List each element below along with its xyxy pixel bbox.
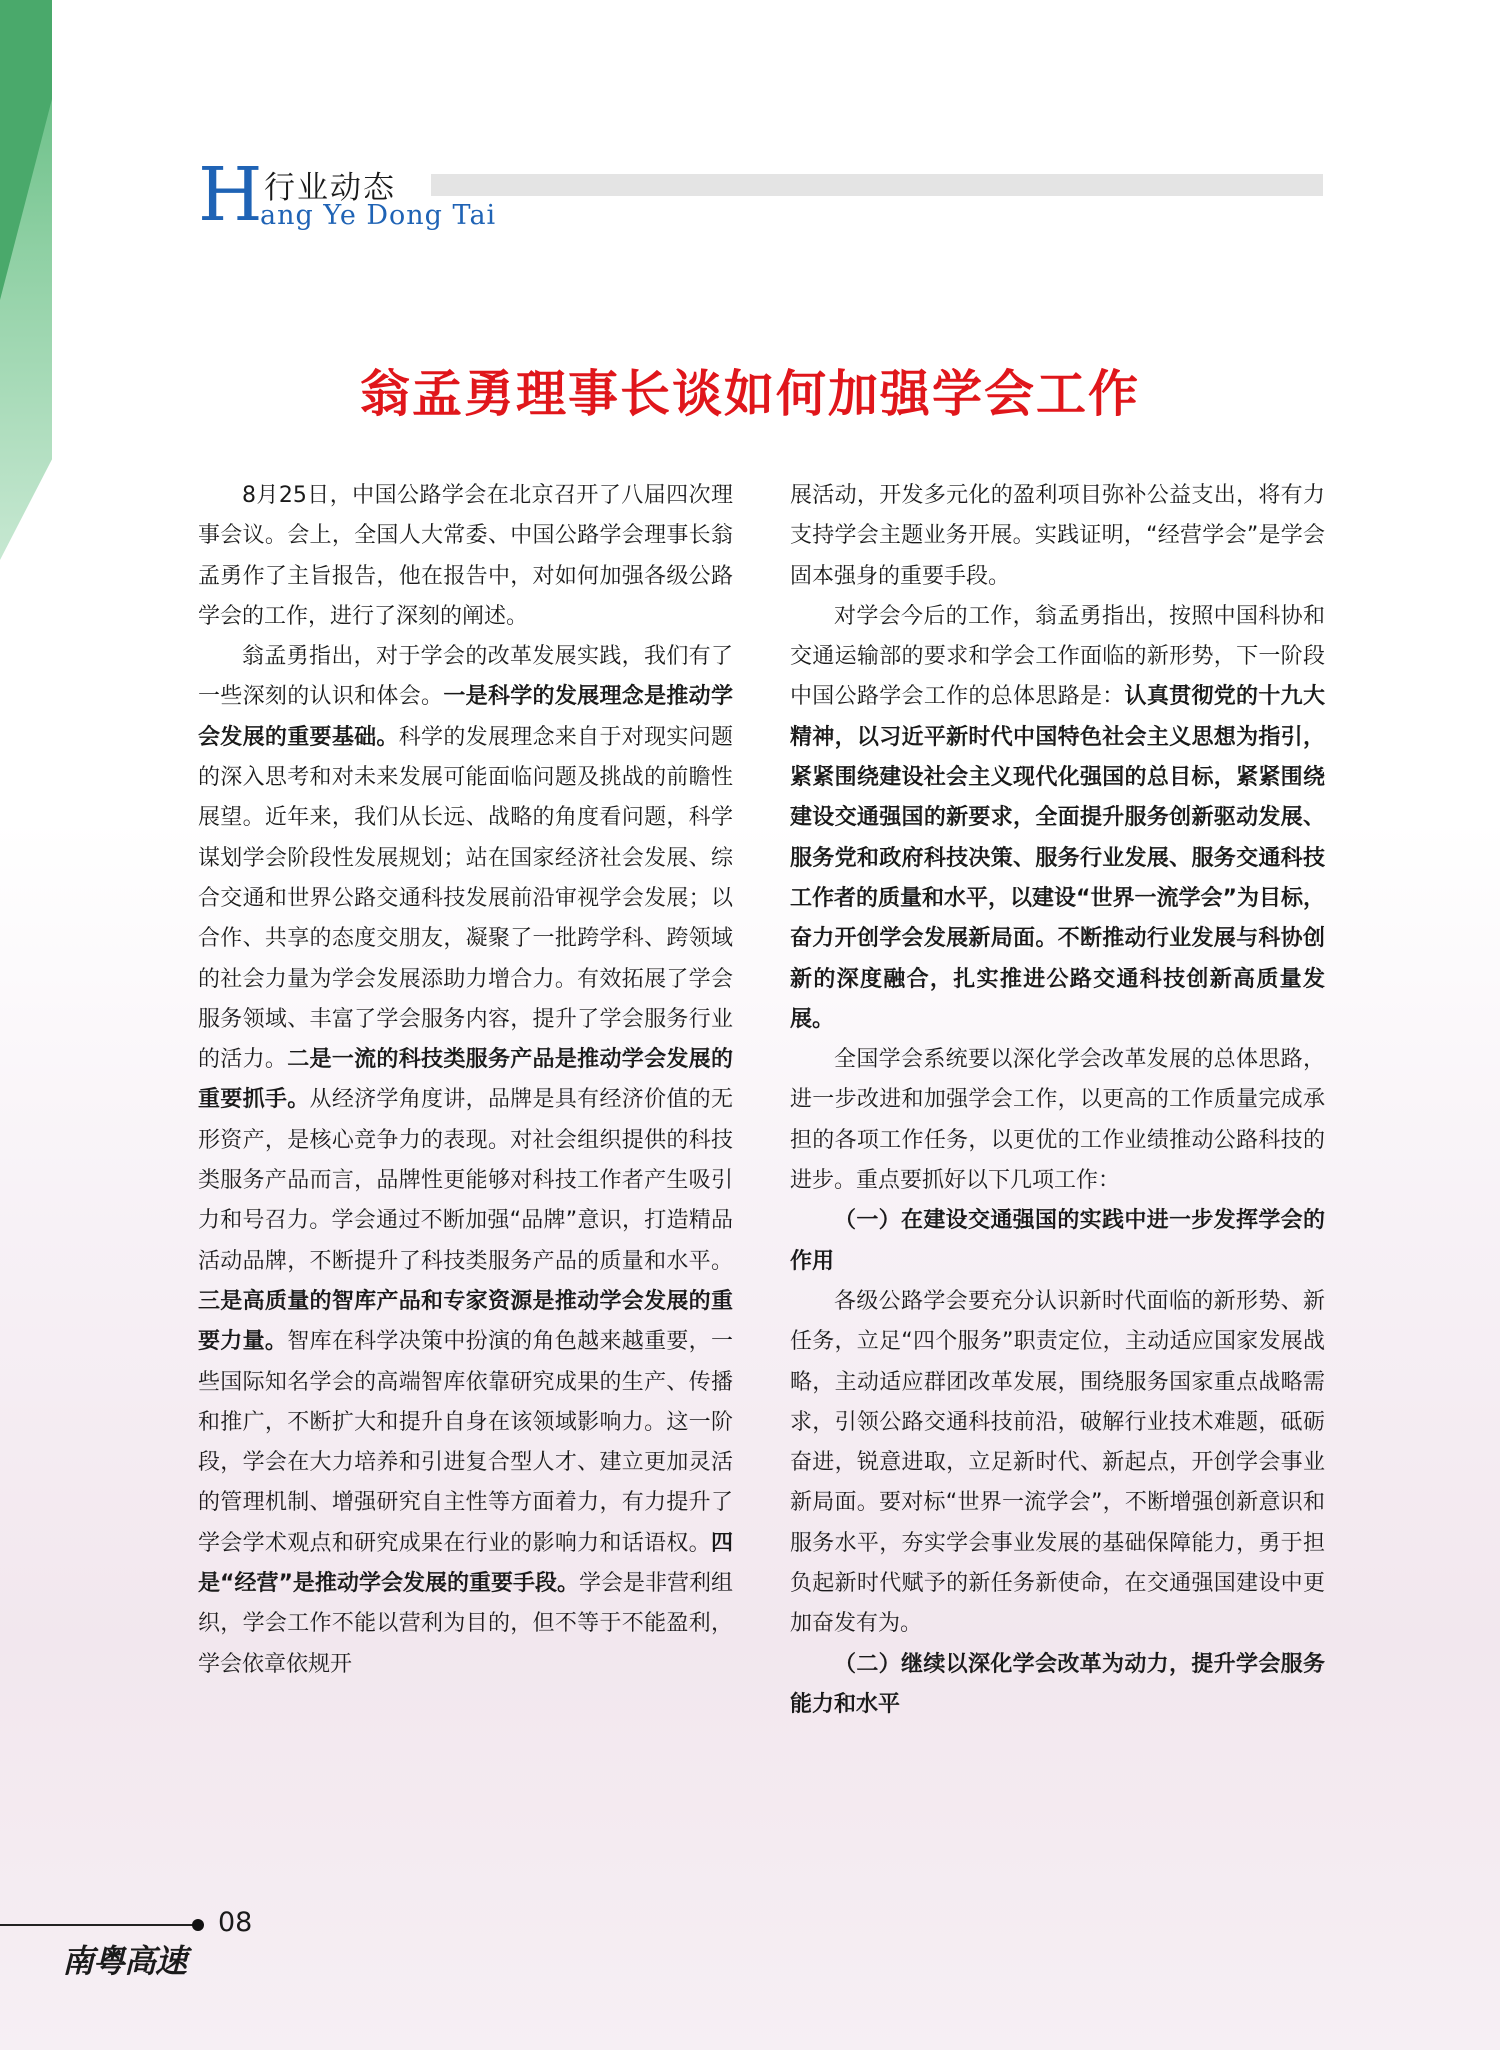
page-number: 08 — [218, 1907, 253, 1938]
paragraph: 翁孟勇指出，对于学会的改革发展实践，我们有了一些深刻的认识和体会。一是科学的发展理念是推动学会发展的重要基础。科学的发展理念来自于对现实问题的深入思考和对未来发展可能面临问题及挑战的前瞻性展望。近年来，我们从长远、战略的角度看问题，科学谋划学会阶段性发展规划；站在国家经济社会发展、综合交通和世界公路交通科技发展前沿审视学会发展；以合作、共享的态度交朋友，凝聚了一批跨学科、跨领域的社会力量为学会发展添助力增合力。有效拓展了学会服务领域、丰富了学会服务内容，提升了学会服务行业的活力。二是一流的科技类服务产品是推动学会发展的重要抓手。从经济学角度讲，品牌是具有经济价值的无形资产，是核心竞争力的表现。对社会组织提供的科技类服务产品而言，品牌性更能够对科技工作者产生吸引力和号召力。学会通过不断加强“品牌”意识，打造精品活动品牌，不断提升了科技类服务产品的质量和水平。三是高质量的智库产品和专家资源是推动学会发展的重要力量。智库在科学决策中扮演的角色越来越重要，一些国际知名学会的高端智库依靠研究成果的生产、传播和推广，不断扩大和提升自身在该领域影响力。这一阶段，学会在大力培养和引进复合型人才、建立更加灵活的管理机制、增强研究自主性等方面着力，有力提升了学会学术观点和研究成果在行业的影响力和话语权。四是“经营”是推动学会发展的重要手段。学会是非营利组织，学会工作不能以营利为目的，但不等于不能盈利，学会依章依规开 — [198, 644, 733, 1677]
key-point: 一是科学的发展理念是推动学会发展的重要基础。 — [198, 684, 733, 750]
footer-rule — [0, 1924, 196, 1926]
article-column-left — [198, 476, 733, 1685]
paragraph: 对学会今后的工作，翁孟勇指出，按照中国科协和交通运输部的要求和学会工作面临的新形势，下一阶段中国公路学会工作的总体思路是：认真贯彻党的十九大精神，以习近平新时代中国特色社会主义思想为指引，紧紧围绕建设社会主义现代化强国的总目标，紧紧围绕建设交通强国的新要求，全面提升服务创新驱动发展、服务党和政府科技决策、服务行业发展、服务交通科技工作者的质量和水平，以建设“世界一流学会”为目标，奋力开创学会发展新局面。不断推动行业发展与科协创新的深度融合，扎实推进公路交通科技创新高质量发展。 — [790, 603, 1325, 1032]
section-header-bar — [431, 174, 1323, 196]
subheading: （一）在建设交通强国的实践中进一步发挥学会的作用 — [790, 1208, 1325, 1274]
paragraph-continued: 展活动，开发多元化的盈利项目弥补公益支出，将有力支持学会主题业务开展。实践证明，“经营学会”是学会固本强身的重要手段。 — [790, 483, 1325, 589]
article-title: 翁孟勇理事长谈如何加强学会工作 — [360, 363, 1140, 423]
paragraph: 各级公路学会要充分认识新时代面临的新形势、新任务，立足“四个服务”职责定位，主动适应国家发展战略，主动适应群团改革发展，围绕服务国家重点战略需求，引领公路交通科技前沿，破解行业技术难题，砥砺奋进，锐意进取，立足新时代、新起点，开创学会事业新局面。要对标“世界一流学会”，不断增强创新意识和服务水平，夯实学会事业发展的基础保障能力，勇于担负起新时代赋予的新任务新使命，在交通强国建设中更加奋发有为。 — [790, 1288, 1325, 1637]
key-point: 认真贯彻党的十九大精神，以习近平新时代中国特色社会主义思想为指引，紧紧围绕建设社会主义现代化强国的总目标，紧紧围绕建设交通强国的新要求，全面提升服务创新驱动发展、服务党和政府科技决策、服务行业发展、服务交通科技工作者的质量和水平，以建设“世界一流学会”为目标，奋力开创学会发展新局面。不断推动行业发展与科协创新的深度融合，扎实推进公路交通科技创新高质量发展。 — [790, 684, 1325, 1032]
section-initial-letter: H — [198, 152, 263, 238]
key-point: 三是高质量的智库产品和专家资源是推动学会发展的重要力量。 — [198, 1288, 733, 1355]
key-point: 四是“经营”是推动学会发展的重要手段。 — [198, 1530, 733, 1597]
key-point: 二是一流的科技类服务产品是推动学会发展的重要抓手。 — [198, 1047, 733, 1113]
section-title-cn: 行业动态 — [264, 170, 396, 206]
footer-dot — [192, 1919, 204, 1931]
magazine-logo: 南粤高速 — [62, 1942, 187, 1980]
section-header — [198, 152, 1323, 238]
paragraph: 全国学会系统要以深化学会改革发展的总体思路，进一步改进和加强学会工作，以更高的工作质量完成承担的各项工作任务，以更优的工作业绩推动公路科技的进步。重点要抓好以下几项工作： — [790, 1047, 1325, 1194]
subheading: （二）继续以深化学会改革为动力，提升学会服务能力和水平 — [790, 1651, 1325, 1717]
article-column-right — [790, 476, 1325, 1725]
paragraph: 8月25日，中国公路学会在北京召开了八届四次理事会议。会上，全国人大常委、中国公路学会理事长翁孟勇作了主旨报告，他在报告中，对如何加强各级公路学会的工作，进行了深刻的阐述。 — [198, 483, 733, 629]
section-title-pinyin: ang Ye Dong Tai — [260, 200, 497, 231]
